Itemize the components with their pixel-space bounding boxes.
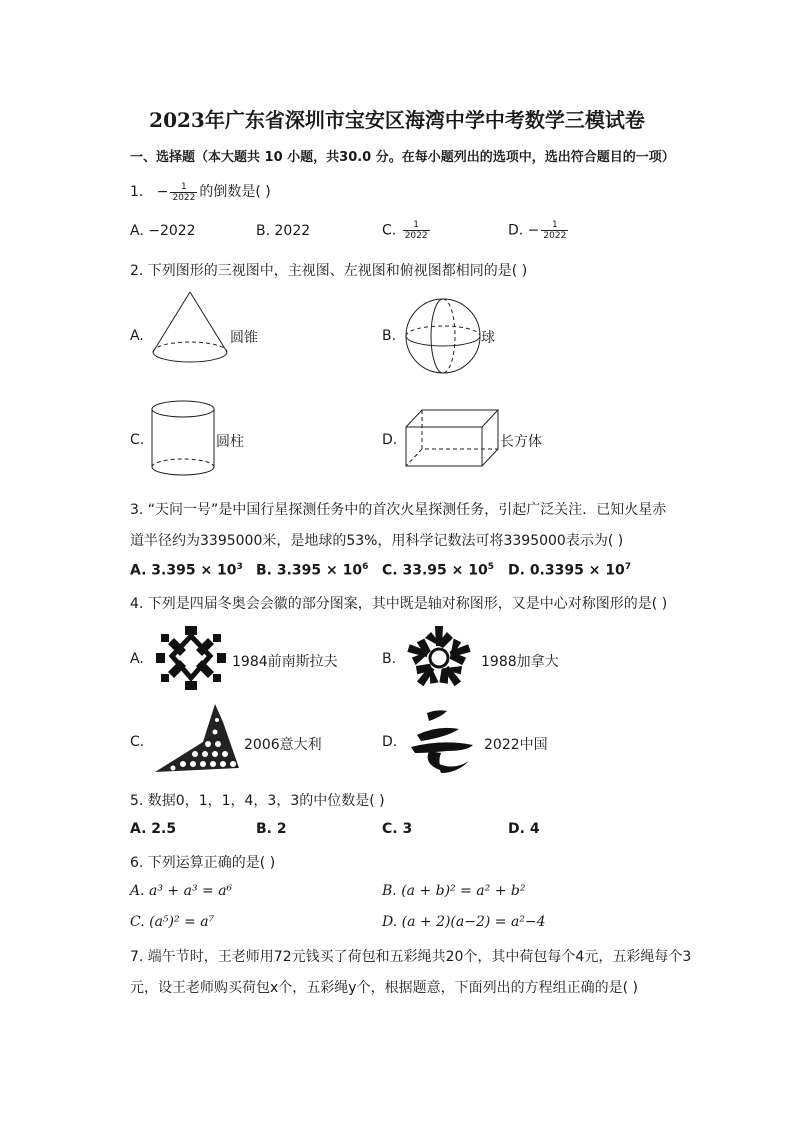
option-letter: C.: [382, 222, 397, 239]
page-title: 2023年广东省深圳市宝安区海湾中学中考数学三模试卷: [149, 108, 645, 132]
q4-option-a[interactable]: A.: [130, 651, 144, 667]
q6-option-b[interactable]: B. (a + b)² = a² + b²: [382, 883, 526, 899]
question-4: 4. 下列是四届冬奥会会徽的部分图案，其中既是轴对称图形，又是中心对称图形的是( ): [130, 596, 668, 612]
cone-figure: [150, 290, 230, 375]
q5-option-b[interactable]: B. 2: [256, 821, 287, 837]
q6-option-c[interactable]: C. (a⁵)² = a⁷: [130, 914, 215, 930]
exponent: 3: [236, 562, 243, 572]
q4-option-b[interactable]: B.: [382, 651, 397, 667]
q4-option-d[interactable]: D.: [382, 734, 398, 750]
q4-label-a: 1984前南斯拉夫: [232, 654, 338, 670]
option-text: C. 33.95 × 10: [382, 562, 488, 579]
q2-label-b: 球: [481, 330, 495, 346]
q3-option-c[interactable]: [382, 562, 494, 579]
fraction: [170, 182, 197, 203]
q1-option-a[interactable]: A. −2022: [130, 223, 196, 239]
emblem-1988-calgary: [405, 624, 473, 690]
question-7-line-2: 元，设王老师购买荷包x个，五彩绳y个，根据题意，下面列出的方程组正确的是( ): [130, 980, 638, 996]
q4-label-c: 2006意大利: [244, 737, 322, 753]
q4-label-d: 2022中国: [484, 737, 548, 753]
exponent: 6: [362, 562, 369, 572]
q1-option-b[interactable]: B. 2022: [256, 223, 311, 239]
fraction: [403, 220, 430, 241]
fraction-numerator: 1: [541, 220, 568, 231]
q2-option-d[interactable]: D.: [382, 432, 398, 448]
fraction-numerator: 1: [170, 182, 197, 193]
emblem-2022-beijing: [407, 707, 477, 775]
q6-option-a[interactable]: A. a³ + a³ = a⁶: [130, 883, 233, 899]
cuboid-figure: [405, 408, 500, 468]
question-text: 的倒数是( ): [199, 184, 271, 200]
fraction-denominator: 2022: [543, 231, 567, 241]
section-heading: 一、选择题（本大题共 10 小题，共30.0 分。在每小题列出的选项中，选出符合题目的一项）: [130, 150, 675, 165]
question-2: 2. 下列图形的三视图中，主视图、左视图和俯视图都相同的是( ): [130, 263, 528, 279]
q1-option-c[interactable]: [382, 220, 432, 241]
fraction-denominator: 2022: [404, 231, 428, 241]
exponent: 5: [487, 562, 494, 572]
question-5: 5. 数据0，1，1，4，3，3的中位数是( ): [130, 793, 385, 809]
q2-option-a[interactable]: A.: [130, 328, 144, 344]
q2-option-b[interactable]: B.: [382, 328, 397, 344]
question-number: 1.: [130, 184, 144, 200]
q2-option-c[interactable]: C.: [130, 432, 145, 448]
q3-option-a[interactable]: [130, 562, 243, 579]
q5-option-c[interactable]: C. 3: [382, 821, 413, 837]
q2-label-a: 圆锥: [230, 330, 258, 346]
question-3-line-1: 3. “天问一号”是中国行星探测任务中的首次火星探测任务，引起广泛关注．已知火星赤: [130, 502, 667, 518]
q2-label-c: 圆柱: [216, 434, 244, 450]
option-text: A. 3.395 × 10: [130, 562, 237, 579]
fraction: [541, 220, 568, 241]
emblem-2006-torino: [153, 702, 241, 774]
option-text: D. 0.3395 × 10: [508, 562, 625, 579]
fraction-denominator: 2022: [172, 192, 196, 203]
sphere-figure: [403, 298, 483, 378]
question-3-line-2: 道半径约为3395000米，是地球的53%，用科学记数法可将3395000表示为( ): [130, 533, 624, 549]
minus-sign: −: [156, 184, 169, 200]
q2-label-d: 长方体: [500, 434, 542, 450]
exponent: 7: [624, 562, 632, 572]
q3-option-b[interactable]: [256, 562, 368, 579]
question-6: 6. 下列运算正确的是( ): [130, 855, 276, 871]
option-letter: D. −: [508, 222, 540, 239]
fraction-numerator: 1: [403, 220, 430, 231]
q4-option-c[interactable]: C.: [130, 734, 145, 750]
cylinder-figure: [150, 400, 218, 480]
q4-label-b: 1988加拿大: [481, 654, 559, 670]
q3-option-d[interactable]: [508, 562, 631, 579]
question-7-line-1: 7. 端午节时，王老师用72元钱买了荷包和五彩绳共20个，其中荷包每个4元，五彩绳每个3: [130, 949, 692, 965]
option-text: B. 3.395 × 10: [256, 562, 363, 579]
q5-option-d[interactable]: D. 4: [508, 821, 540, 837]
q6-option-d[interactable]: D. (a + 2)(a−2) = a²−4: [382, 914, 546, 930]
q5-option-a[interactable]: A. 2.5: [130, 821, 177, 837]
question-1: [130, 181, 271, 203]
q1-option-d[interactable]: [508, 220, 570, 241]
emblem-1984-sarajevo: [156, 626, 226, 690]
